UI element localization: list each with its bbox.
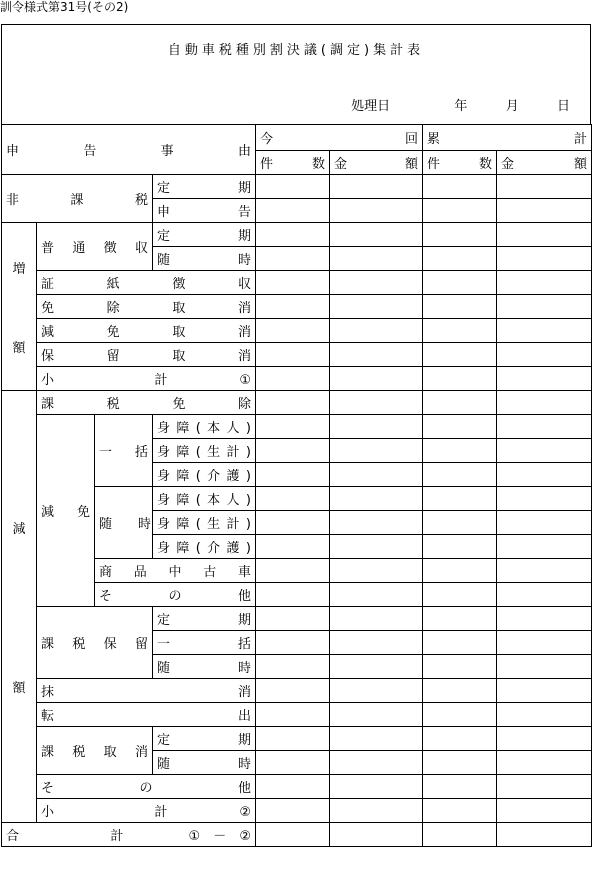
- cell[interactable]: [256, 343, 330, 367]
- cell[interactable]: [256, 631, 330, 655]
- cell[interactable]: [497, 199, 592, 223]
- cell[interactable]: [497, 607, 592, 631]
- cell[interactable]: [330, 295, 423, 319]
- row-occasional-cancel: 随 時: [153, 751, 256, 775]
- cell[interactable]: [330, 367, 423, 391]
- cell[interactable]: [497, 559, 592, 583]
- row-subtotal-2: 小 計 ②: [37, 799, 256, 823]
- cell[interactable]: [497, 367, 592, 391]
- cell[interactable]: [497, 343, 592, 367]
- cell[interactable]: [256, 679, 330, 703]
- cell[interactable]: [256, 319, 330, 343]
- cell[interactable]: [330, 391, 423, 415]
- cell[interactable]: [497, 247, 592, 271]
- cell[interactable]: [497, 727, 592, 751]
- row-other-reduction: そ の 他: [95, 583, 256, 607]
- row-regular-4: 定 期: [153, 727, 256, 751]
- cell[interactable]: [497, 511, 592, 535]
- cell[interactable]: [497, 463, 592, 487]
- cell[interactable]: [497, 391, 592, 415]
- form-header-frame: [1, 24, 591, 124]
- row-disabled-self-2: 身障(本人): [153, 487, 256, 511]
- cell[interactable]: [256, 823, 330, 847]
- cell[interactable]: [423, 367, 497, 391]
- cell[interactable]: [330, 607, 423, 631]
- row-exemption-cancel: 免 除 取 消: [37, 295, 256, 319]
- row-used-goods: 商 品 中 古 車: [95, 559, 256, 583]
- cell[interactable]: [256, 199, 330, 223]
- row-regular: 定 期: [153, 175, 256, 199]
- cell[interactable]: [423, 439, 497, 463]
- header-current-amount: 金 額: [330, 151, 423, 175]
- cell[interactable]: [423, 415, 497, 439]
- cell[interactable]: [423, 775, 497, 799]
- cell[interactable]: [497, 583, 592, 607]
- cell[interactable]: [423, 511, 497, 535]
- increase-group-label: 増 額: [2, 223, 37, 391]
- row-erasure: 抹 消: [37, 679, 256, 703]
- row-reduction: 減 免: [37, 415, 95, 607]
- cell[interactable]: [330, 559, 423, 583]
- row-other: そ の 他: [37, 775, 256, 799]
- cell[interactable]: [423, 607, 497, 631]
- cell[interactable]: [256, 223, 330, 247]
- year-label: 年: [454, 99, 468, 114]
- row-lump: 一 括: [95, 415, 153, 487]
- cell[interactable]: [330, 583, 423, 607]
- cell[interactable]: [497, 775, 592, 799]
- cell[interactable]: [423, 799, 497, 823]
- cell[interactable]: [423, 679, 497, 703]
- form-title: 自動車税種別割決議(調定)集計表: [167, 43, 425, 58]
- cell[interactable]: [330, 439, 423, 463]
- cell[interactable]: [497, 415, 592, 439]
- row-disabled-living-2: 身障(生計): [153, 511, 256, 535]
- cell[interactable]: [497, 271, 592, 295]
- cell[interactable]: [256, 367, 330, 391]
- row-normal-collection: 普通徴収: [37, 223, 153, 271]
- row-reserve-cancel: 保 留 取 消: [37, 343, 256, 367]
- cell[interactable]: [497, 751, 592, 775]
- day-label: 日: [556, 99, 570, 114]
- cell[interactable]: [256, 247, 330, 271]
- cell[interactable]: [256, 463, 330, 487]
- cell[interactable]: [330, 175, 423, 199]
- row-grand-total: 合 計 ①－②: [2, 823, 256, 847]
- cell[interactable]: [423, 223, 497, 247]
- cell[interactable]: [256, 655, 330, 679]
- cell[interactable]: [330, 271, 423, 295]
- cell[interactable]: [330, 463, 423, 487]
- cell[interactable]: [256, 703, 330, 727]
- cell[interactable]: [330, 319, 423, 343]
- cell[interactable]: [423, 487, 497, 511]
- header-current-count: 件 数: [256, 151, 330, 175]
- cell[interactable]: [497, 439, 592, 463]
- cell[interactable]: [256, 727, 330, 751]
- cell[interactable]: [330, 487, 423, 511]
- cell[interactable]: [330, 727, 423, 751]
- cell[interactable]: [497, 319, 592, 343]
- cell[interactable]: [256, 391, 330, 415]
- cell[interactable]: [330, 799, 423, 823]
- cell[interactable]: [497, 703, 592, 727]
- row-tax-exemption: 課 税 免 除: [37, 391, 256, 415]
- summary-table: [1, 124, 592, 847]
- row-regular-2: 定 期: [153, 223, 256, 247]
- cell[interactable]: [330, 775, 423, 799]
- cell[interactable]: [423, 559, 497, 583]
- month-label: 月: [505, 99, 519, 114]
- cell[interactable]: [256, 271, 330, 295]
- cell[interactable]: [256, 535, 330, 559]
- cell[interactable]: [497, 175, 592, 199]
- cell[interactable]: [256, 511, 330, 535]
- row-subtotal-1: 小 計 ①: [37, 367, 256, 391]
- cell[interactable]: [423, 343, 497, 367]
- cell[interactable]: [423, 199, 497, 223]
- cell[interactable]: [330, 703, 423, 727]
- cell[interactable]: [256, 175, 330, 199]
- cell[interactable]: [330, 631, 423, 655]
- cell[interactable]: [330, 247, 423, 271]
- cell[interactable]: [423, 295, 497, 319]
- cell[interactable]: [497, 223, 592, 247]
- cell[interactable]: [497, 799, 592, 823]
- cell[interactable]: [256, 583, 330, 607]
- row-tax-reserve: 課税保留: [37, 607, 153, 679]
- row-reduction-cancel: 減 免 取 消: [37, 319, 256, 343]
- cell[interactable]: [423, 703, 497, 727]
- cell[interactable]: [497, 295, 592, 319]
- cell[interactable]: [330, 823, 423, 847]
- cell[interactable]: [423, 583, 497, 607]
- row-regular-3: 定 期: [153, 607, 256, 631]
- row-occasional-reduction: 随 時: [95, 487, 153, 559]
- row-disabled-care: 身障(介護): [153, 463, 256, 487]
- cell[interactable]: [423, 631, 497, 655]
- row-disabled-living: 身障(生計): [153, 439, 256, 463]
- cell[interactable]: [256, 415, 330, 439]
- row-lump-reserve: 一 括: [153, 631, 256, 655]
- cell[interactable]: [497, 823, 592, 847]
- cell[interactable]: [497, 487, 592, 511]
- cell[interactable]: [330, 679, 423, 703]
- cell[interactable]: [497, 535, 592, 559]
- cell[interactable]: [330, 343, 423, 367]
- cell[interactable]: [256, 607, 330, 631]
- cell[interactable]: [330, 415, 423, 439]
- header-reason: 申 告 事 由: [2, 125, 256, 175]
- cell[interactable]: [423, 727, 497, 751]
- cell[interactable]: [330, 199, 423, 223]
- row-stamp-collection: 証 紙 徴 収: [37, 271, 256, 295]
- cell[interactable]: [256, 799, 330, 823]
- decrease-group-label: 減 額: [2, 391, 37, 823]
- processing-date-row: [351, 95, 570, 114]
- cell[interactable]: [423, 823, 497, 847]
- cell[interactable]: [256, 559, 330, 583]
- form-number: 訓令様式第31号(その2): [0, 0, 129, 14]
- row-transfer-out: 転 出: [37, 703, 256, 727]
- row-occasional: 随 時: [153, 247, 256, 271]
- header-cumulative-amount: 金 額: [497, 151, 592, 175]
- row-disabled-care-2: 身障(介護): [153, 535, 256, 559]
- processing-date-label: 処理日: [351, 99, 391, 114]
- cell[interactable]: [256, 751, 330, 775]
- cell[interactable]: [423, 463, 497, 487]
- cell[interactable]: [423, 175, 497, 199]
- cell[interactable]: [256, 439, 330, 463]
- cell[interactable]: [423, 535, 497, 559]
- row-disabled-self: 身障(本人): [153, 415, 256, 439]
- header-cumulative: 累 計: [423, 125, 592, 151]
- cell[interactable]: [330, 511, 423, 535]
- cell[interactable]: [330, 655, 423, 679]
- cell[interactable]: [256, 775, 330, 799]
- cell[interactable]: [423, 271, 497, 295]
- cell[interactable]: [256, 295, 330, 319]
- row-declaration: 申 告: [153, 199, 256, 223]
- cell[interactable]: [497, 679, 592, 703]
- cell[interactable]: [330, 223, 423, 247]
- row-occasional-reserve: 随 時: [153, 655, 256, 679]
- cell[interactable]: [330, 535, 423, 559]
- row-non-taxable: 非 課 税: [2, 175, 153, 223]
- cell[interactable]: [423, 655, 497, 679]
- cell[interactable]: [330, 751, 423, 775]
- cell[interactable]: [256, 487, 330, 511]
- cell[interactable]: [423, 247, 497, 271]
- cell[interactable]: [423, 391, 497, 415]
- cell[interactable]: [423, 751, 497, 775]
- cell[interactable]: [423, 319, 497, 343]
- cell[interactable]: [497, 631, 592, 655]
- cell[interactable]: [497, 655, 592, 679]
- row-tax-cancel: 課税取消: [37, 727, 153, 775]
- header-cumulative-count: 件 数: [423, 151, 497, 175]
- header-current: 今 回: [256, 125, 423, 151]
